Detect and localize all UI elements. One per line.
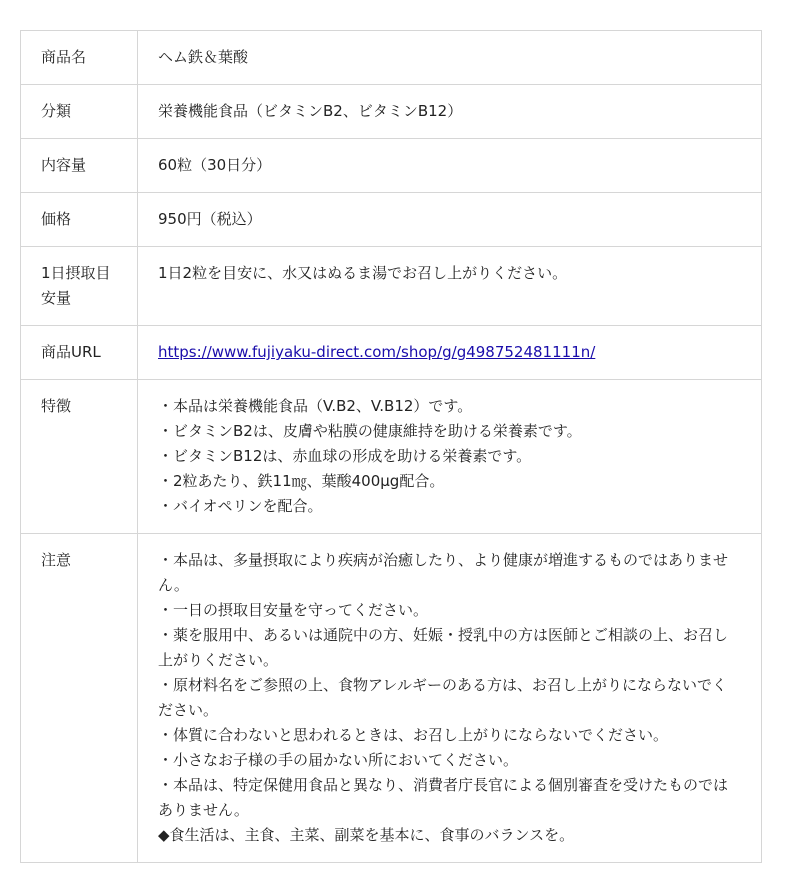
row-label-contents: 内容量 <box>21 139 138 193</box>
row-value-url <box>138 326 762 380</box>
feature-item: ・バイオペリンを配合。 <box>158 497 323 515</box>
table-row <box>21 139 762 193</box>
caution-item: ・薬を服用中、あるいは通院中の方、妊娠・授乳中の方は医師とご相談の上、お召し上がりください。 <box>158 626 729 669</box>
table-row <box>21 534 762 863</box>
product-spec-table <box>20 30 762 863</box>
caution-item: ◆食生活は、主食、主菜、副菜を基本に、食事のバランスを。 <box>158 826 575 844</box>
feature-item: ・本品は栄養機能食品（V.B2、V.B12）です。 <box>158 397 473 415</box>
row-value-contents: 60粒（30日分） <box>138 139 762 193</box>
table-row <box>21 31 762 85</box>
row-value-features <box>138 380 762 534</box>
caution-item: ・本品は、多量摂取により疾病が治癒したり、より健康が増進するものではありません。 <box>158 551 729 594</box>
table-row <box>21 247 762 326</box>
row-value-name: ヘム鉄＆葉酸 <box>138 31 762 85</box>
row-label-features: 特徴 <box>21 380 138 534</box>
row-label-category: 分類 <box>21 85 138 139</box>
caution-item: ・本品は、特定保健用食品と異なり、消費者庁長官による個別審査を受けたものではありません。 <box>158 776 729 819</box>
caution-item: ・体質に合わないと思われるときは、お召し上がりにならないでください。 <box>158 726 669 744</box>
feature-item: ・ビタミンB2は、皮膚や粘膜の健康維持を助ける栄養素です。 <box>158 422 582 440</box>
caution-item: ・小さなお子様の手の届かない所においてください。 <box>158 751 519 769</box>
row-label-dosage: 1日摂取目安量 <box>21 247 138 326</box>
table-row <box>21 326 762 380</box>
caution-item: ・原材料名をご参照の上、食物アレルギーのある方は、お召し上がりにならないでください。 <box>158 676 728 719</box>
table-row <box>21 85 762 139</box>
row-value-category: 栄養機能食品（ビタミンB2、ビタミンB12） <box>138 85 762 139</box>
table-row <box>21 193 762 247</box>
row-value-cautions <box>138 534 762 863</box>
row-value-dosage: 1日2粒を目安に、水又はぬるま湯でお召し上がりください。 <box>138 247 762 326</box>
row-label-name: 商品名 <box>21 31 138 85</box>
table-row <box>21 380 762 534</box>
feature-item: ・2粒あたり、鉄11㎎、葉酸400μg配合。 <box>158 472 445 490</box>
row-value-price: 950円（税込） <box>138 193 762 247</box>
feature-item: ・ビタミンB12は、赤血球の形成を助ける栄養素です。 <box>158 447 532 465</box>
row-label-price: 価格 <box>21 193 138 247</box>
product-url-link[interactable]: https://www.fujiyaku-direct.com/shop/g/g498752481111n/ <box>158 343 596 361</box>
row-label-url: 商品URL <box>21 326 138 380</box>
caution-item: ・一日の摂取目安量を守ってください。 <box>158 601 429 619</box>
row-label-cautions: 注意 <box>21 534 138 863</box>
